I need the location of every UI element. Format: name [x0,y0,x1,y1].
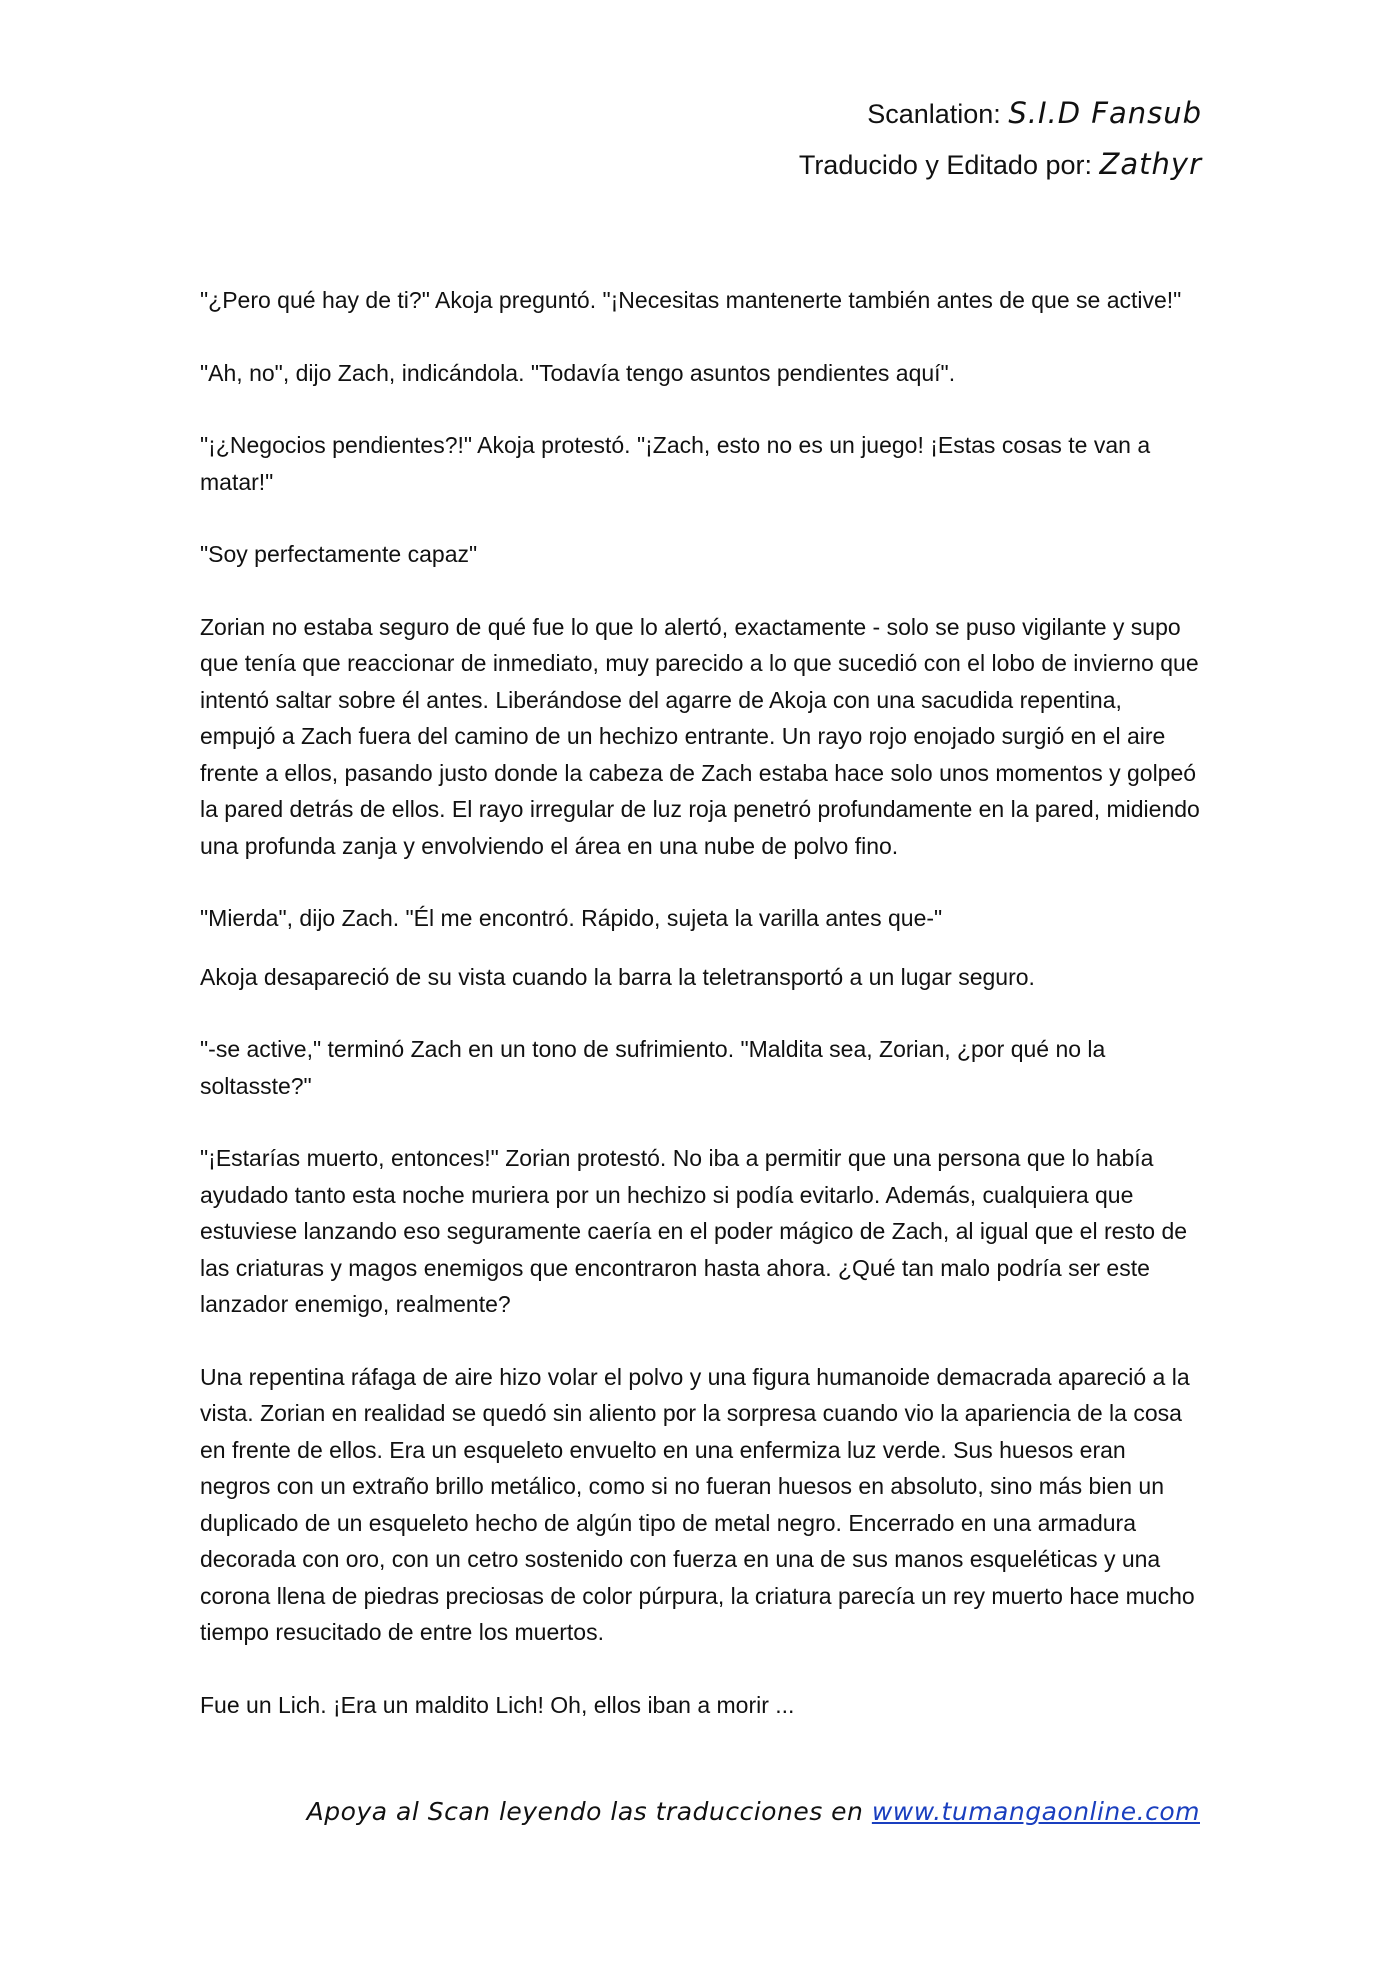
scanlation-credit [799,88,1202,139]
paragraph: "Ah, no", dijo Zach, indicándola. "Todavía tengo asuntos pendientes aquí". [200,359,956,386]
scanlation-label: Scanlation: [867,99,1001,129]
translator-value: Zathyr [1099,147,1202,181]
tumangaonline-link[interactable]: www.tumangaonline.com [871,1797,1200,1826]
paragraph: Fue un Lich. ¡Era un maldito Lich! Oh, ellos iban a morir ... [200,1691,795,1718]
paragraph: "¡Estarías muerto, entonces!" Zorian protestó. No iba a permitir que una persona que lo había ayudado tanto esta noche muriera por un hechizo si podía evitarlo. Además, cualquiera que estuviese lanzando eso seguramente caería en el poder mágico de Zach, al igual que el resto de las criaturas y magos enemigos que encontraron hasta ahora. ¿Qué tan malo podría ser este lanzador enemigo, realmente? [200,1145,1188,1317]
paragraph: Una repentina ráfaga de aire hizo volar el polvo y una figura humanoide demacrada apareció a la vista. Zorian en realidad se quedó sin aliento por la sorpresa cuando vio la apariencia de la cosa en frente de ellos. Era un esqueleto envuelto en una enfermiza luz verde. Sus huesos eran negros con un extraño brillo metálico, como si no fueran huesos en absoluto, sino más bien un duplicado de un esqueleto hecho de algún tipo de metal negro. Encerrado en una armadura decorada con oro, con un cetro sostenido con fuerza en una de sus manos esqueléticas y una corona llena de piedras preciosas de color púrpura, la criatura parecía un rey muerto hace mucho tiempo resucitado de entre los muertos. [200,1363,1195,1645]
support-footer [307,1797,1200,1826]
footer-text: Apoya al Scan leyendo las traducciones en [306,1797,864,1826]
paragraph: "Soy perfectamente capaz" [200,541,478,567]
credits-block [799,88,1202,190]
paragraph: "¡¿Negocios pendientes?!" Akoja protestó. "¡Zach, esto no es un juego! ¡Estas cosas te van a matar!" [200,432,1151,495]
story-text [200,282,1200,1759]
paragraph: "Mierda", dijo Zach. "Él me encontró. Rápido, sujeta la varilla antes que-" [200,905,943,931]
paragraph: Akoja desapareció de su vista cuando la barra la teletransportó a un lugar seguro. [200,963,1035,990]
translator-credit [799,139,1202,190]
scanlation-value: S.I.D Fansub [1008,96,1202,130]
paragraph: Zorian no estaba seguro de qué fue lo que lo alertó, exactamente - solo se puso vigilante y supo que tenía que reaccionar de inmediato, muy parecido a lo que sucedió con el lobo de invierno que intentó saltar sobre él antes. Liberándose del agarre de Akoja con una sacudida repentina, empujó a Zach fuera del camino de un hechizo entrante. Un rayo rojo enojado surgió en el aire frente a ellos, pasando justo donde la cabeza de Zach estaba hace solo unos momentos y golpeó la pared detrás de ellos. El rayo irregular de luz roja penetró profundamente en la pared, midiendo una profunda zanja y envolviendo el área en una nube de polvo fino. [200,613,1200,859]
translator-label: Traducido y Editado por: [798,150,1092,180]
paragraph: "-se active," terminó Zach en un tono de sufrimiento. "Maldita sea, Zorian, ¿por qué no la soltasste?" [200,1036,1106,1099]
paragraph: "¿Pero qué hay de ti?" Akoja preguntó. "¡Necesitas mantenerte también antes de que se active!" [200,287,1182,313]
